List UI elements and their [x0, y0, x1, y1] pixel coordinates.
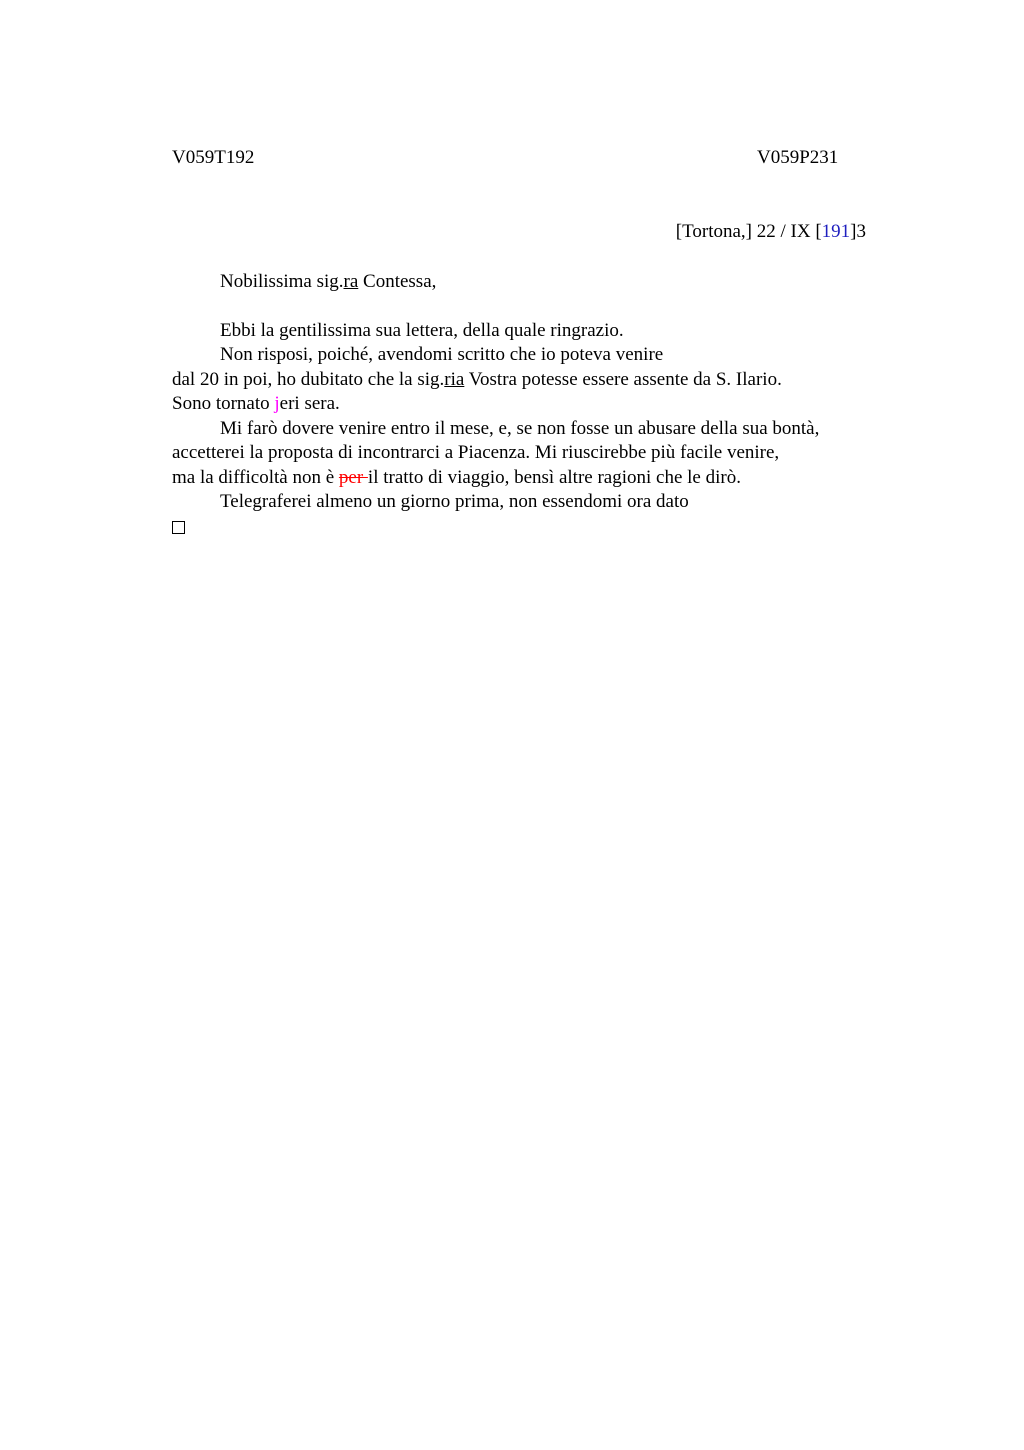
line-4-after: eri sera. — [279, 393, 340, 414]
letter-line-2: Non risposi, poiché, avendomi scritto che io poteva venire — [220, 344, 664, 365]
dateline-year-close: ]3 — [850, 221, 866, 242]
salutation — [172, 270, 892, 295]
letter-line-5: Mi farò dovere venire entro il mese, e, se non fosse un abusare della sua bontà, — [220, 417, 820, 439]
line-4-correction: j — [274, 393, 280, 414]
line-3-before: dal 20 in poi, ho dubitato che la sig. — [172, 368, 445, 390]
salutation-before: Nobilissima sig. — [220, 271, 344, 292]
end-marker-line — [172, 515, 892, 540]
square-outline-icon — [172, 521, 185, 534]
salutation-abbrev: ra — [343, 271, 359, 292]
salutation-after: Contessa, — [358, 271, 437, 292]
dateline-date: 22 / IX — [752, 221, 816, 242]
letter-line-7 — [172, 466, 892, 491]
letter-line-3 — [172, 368, 892, 393]
dateline-place: [Tortona,] — [675, 221, 753, 242]
line-3-abbrev: ria — [444, 368, 465, 390]
right-document-code: V059P231 — [757, 147, 839, 168]
dateline-year-open: [ — [815, 221, 822, 242]
letter-line-1: Ebbi la gentilissima sua lettera, della quale ringrazio. — [220, 319, 624, 341]
line-7-before: ma la difficoltà non è — [172, 466, 339, 488]
letter-line-6: accetterei la proposta di incontrarci a Piacenza. Mi riuscirebbe più facile venire, — [172, 442, 780, 463]
line-3-after: Vostra potesse essere assente da S. Ilario. — [464, 368, 782, 390]
letter-dateline — [676, 221, 866, 243]
line-7-after: il tratto di viaggio, bensì altre ragioni che le dirò. — [367, 466, 741, 488]
line-4-before: Sono tornato — [172, 393, 275, 414]
line-7-deletion: per — [338, 466, 368, 488]
left-document-code: V059T192 — [172, 147, 255, 168]
letter-line-8: Telegraferei almeno un giorno prima, non essendomi ora dato — [220, 491, 689, 512]
dateline-year-editorial: 191 — [821, 221, 851, 242]
letter-line-4 — [172, 392, 892, 417]
letter-body — [172, 270, 892, 539]
paragraph-gap — [172, 295, 892, 319]
